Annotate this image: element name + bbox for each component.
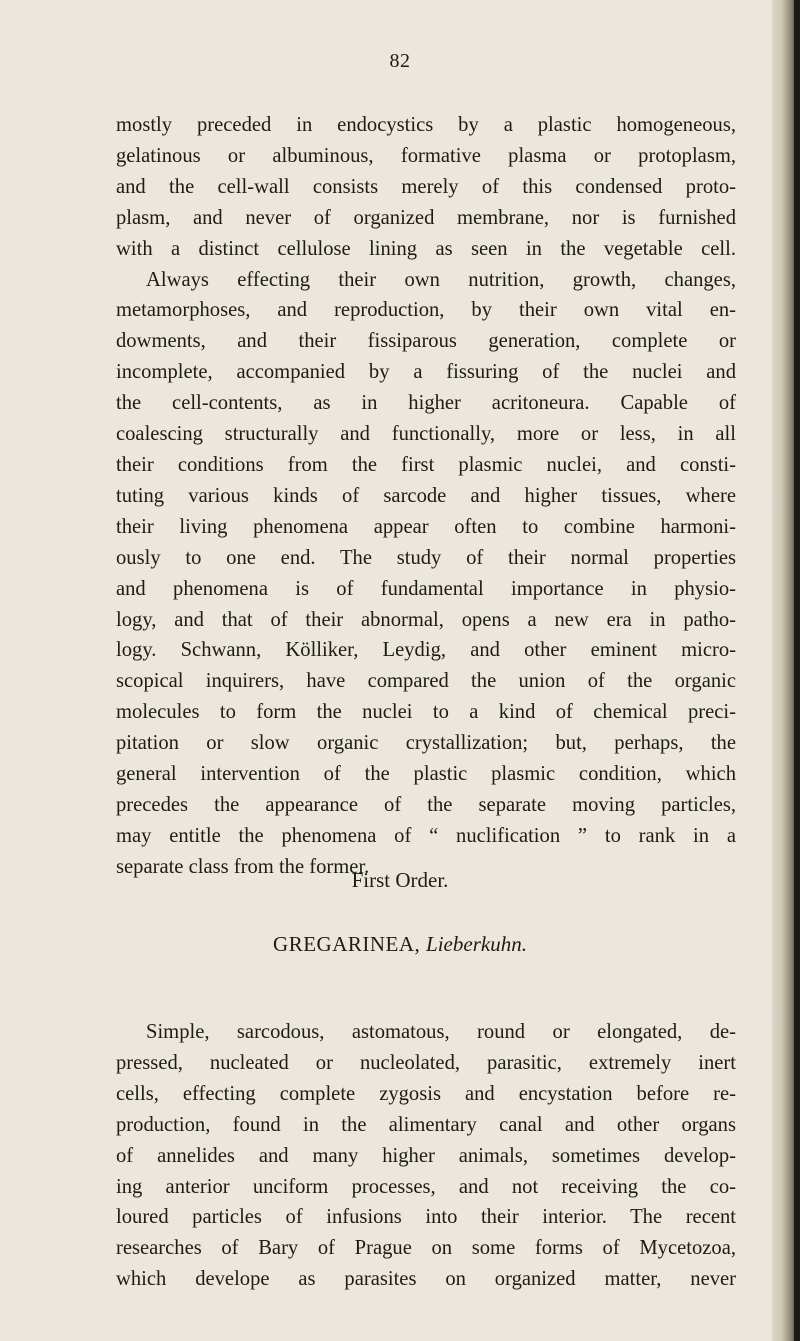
text-line: Always effecting their own nutrition, growth, changes, xyxy=(146,268,736,291)
text-line: logy, and that of their abnormal, opens a new era in patho- xyxy=(116,608,736,631)
text-line: loured particles of infusions into their interior. The recent xyxy=(116,1206,736,1229)
genus-author: Lieberkuhn. xyxy=(426,932,527,956)
text-line: incomplete, accompanied by a fissuring of the nuclei and xyxy=(116,361,736,384)
text-line: precedes the appearance of the separate moving particles, xyxy=(116,793,736,816)
text-line: the cell-contents, as in higher acritoneura. Capable of xyxy=(116,392,736,415)
order-heading: First Order. xyxy=(351,868,449,892)
text-line: their living phenomena appear often to combine harmoni- xyxy=(116,515,736,538)
text-line: researches of Bary of Prague on some forms of Mycetozoa, xyxy=(116,1237,736,1260)
text-line: of annelides and many higher animals, sometimes develop- xyxy=(116,1144,736,1167)
text-line: production, found in the alimentary canal and other organs xyxy=(116,1113,736,1136)
text-line: their conditions from the first plasmic nuclei, and consti- xyxy=(116,453,736,476)
paragraph-1 xyxy=(116,110,736,883)
text-line: general intervention of the plastic plasmic condition, which xyxy=(116,763,736,786)
text-line: mostly preceded in endocystics by a plastic homogeneous, xyxy=(116,114,736,136)
text-line: dowments, and their fissiparous generation, complete or xyxy=(116,330,736,353)
text-line: and phenomena is of fundamental importance in physio- xyxy=(116,577,736,600)
text-line: which develope as parasites on organized matter, never xyxy=(116,1268,736,1291)
text-line: tuting various kinds of sarcode and higher tissues, where xyxy=(116,484,736,507)
text-line: with a distinct cellulose lining as seen in the vegetable cell. xyxy=(116,237,736,260)
text-line: and the cell-wall consists merely of this condensed proto- xyxy=(116,175,736,198)
text-line: pitation or slow organic crystallization; but, perhaps, the xyxy=(116,732,736,755)
text-line: coalescing structurally and functionally, more or less, in all xyxy=(116,423,736,446)
text-line: ing anterior unciform processes, and not receiving the co- xyxy=(116,1175,736,1198)
text-line: cells, effecting complete zygosis and encystation before re- xyxy=(116,1082,736,1105)
genus-heading xyxy=(0,932,800,957)
paragraph-2 xyxy=(116,1017,736,1295)
text-line: pressed, nucleated or nucleolated, parasitic, extremely inert xyxy=(116,1051,736,1074)
page-number: 82 xyxy=(389,50,411,72)
text-line: Simple, sarcodous, astomatous, round or elongated, de- xyxy=(146,1021,736,1043)
text-line: may entitle the phenomena of “ nuclification ” to rank in a xyxy=(116,824,736,847)
binding-edge xyxy=(794,0,800,1341)
text-line: metamorphoses, and reproduction, by their own vital en- xyxy=(116,299,736,322)
text-line: ously to one end. The study of their normal properties xyxy=(116,546,736,569)
text-line: logy. Schwann, Kölliker, Leydig, and other eminent micro- xyxy=(116,639,736,662)
text-line: separate class from the former. xyxy=(116,855,370,878)
text-line: scopical inquirers, have compared the union of the organic xyxy=(116,670,736,693)
text-line: molecules to form the nuclei to a kind of chemical preci- xyxy=(116,701,736,724)
genus-name: GREGARINEA, xyxy=(273,932,421,956)
text-line: plasm, and never of organized membrane, nor is furnished xyxy=(116,206,736,229)
text-line: gelatinous or albuminous, formative plasma or protoplasm, xyxy=(116,144,736,167)
